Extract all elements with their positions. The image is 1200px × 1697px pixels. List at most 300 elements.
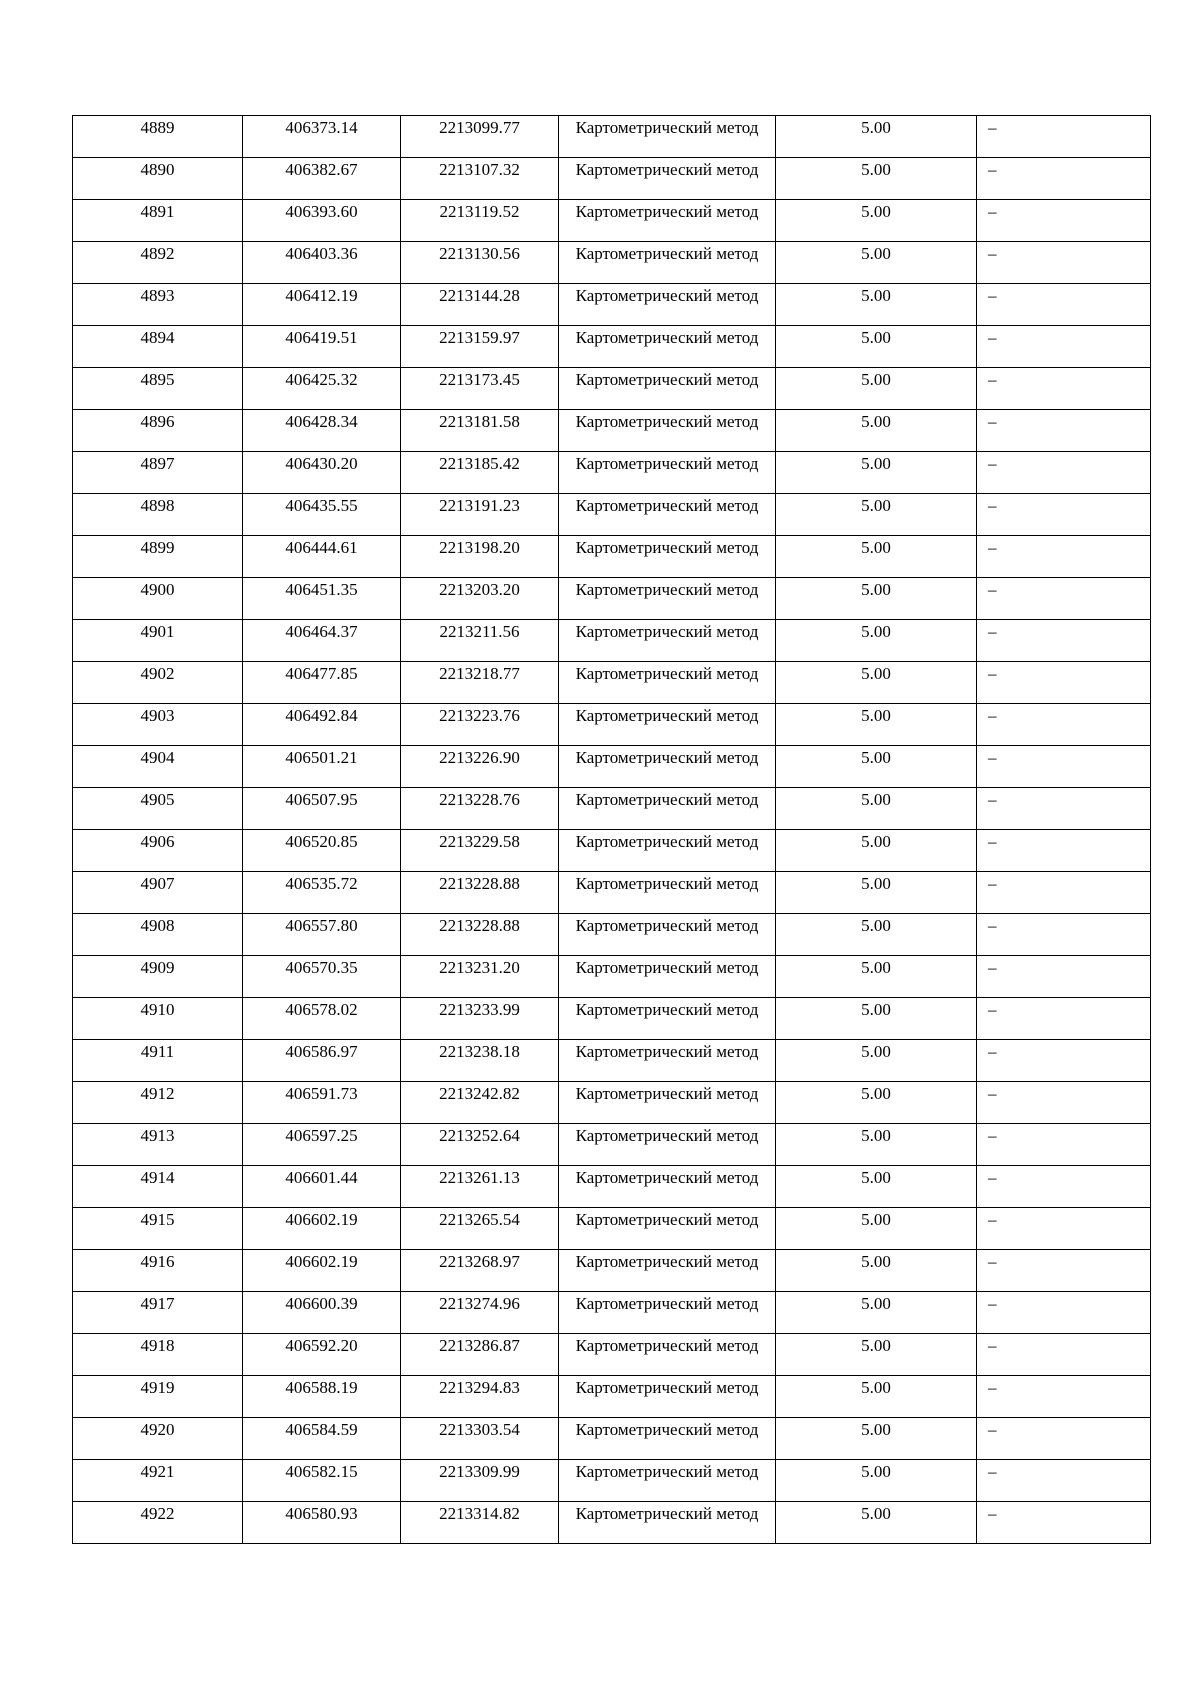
- method-cell: [559, 1502, 776, 1544]
- description-cell: [977, 746, 1151, 788]
- method-cell-text: Картометрический метод: [575, 454, 759, 473]
- y-coordinate-cell: [401, 368, 559, 410]
- y-coordinate-cell: [401, 1292, 559, 1334]
- x-coordinate-cell: [243, 872, 401, 914]
- method-cell-text: Картометрический метод: [575, 244, 759, 263]
- table-row: [73, 452, 1151, 494]
- y-coordinate-cell: [401, 536, 559, 578]
- table-row: [73, 830, 1151, 872]
- y-coordinate-cell-text: 2213211.56: [439, 622, 520, 641]
- x-coordinate-cell-text: 406435.55: [285, 496, 358, 515]
- y-coordinate-cell: [401, 788, 559, 830]
- method-cell: [559, 914, 776, 956]
- y-coordinate-cell-text: 2213294.83: [439, 1378, 520, 1397]
- accuracy-cell: [776, 1292, 977, 1334]
- y-coordinate-cell: [401, 326, 559, 368]
- coordinates-table: [72, 115, 1151, 1544]
- description-cell-text: –: [988, 706, 997, 725]
- description-cell-text: –: [988, 1000, 997, 1019]
- y-coordinate-cell: [401, 914, 559, 956]
- x-coordinate-cell-text: 406501.21: [285, 748, 358, 767]
- table-row: [73, 1124, 1151, 1166]
- description-cell-text: –: [988, 1420, 997, 1439]
- accuracy-cell: [776, 1124, 977, 1166]
- description-cell: [977, 494, 1151, 536]
- y-coordinate-cell-text: 2213159.97: [439, 328, 520, 347]
- table-row: [73, 704, 1151, 746]
- point-number-cell-text: 4891: [140, 202, 175, 221]
- y-coordinate-cell-text: 2213265.54: [439, 1210, 520, 1229]
- y-coordinate-cell: [401, 578, 559, 620]
- description-cell: [977, 242, 1151, 284]
- description-cell-text: –: [988, 790, 997, 809]
- description-cell-text: –: [988, 1294, 997, 1313]
- description-cell-text: –: [988, 454, 997, 473]
- point-number-cell: [73, 998, 243, 1040]
- description-cell: [977, 872, 1151, 914]
- description-cell: [977, 1418, 1151, 1460]
- description-cell: [977, 1334, 1151, 1376]
- accuracy-cell-text: 5.00: [861, 412, 891, 431]
- method-cell: [559, 704, 776, 746]
- x-coordinate-cell-text: 406507.95: [285, 790, 358, 809]
- point-number-cell: [73, 956, 243, 998]
- point-number-cell-text: 4916: [140, 1252, 175, 1271]
- method-cell-text: Картометрический метод: [575, 1042, 759, 1061]
- method-cell: [559, 620, 776, 662]
- method-cell-text: Картометрический метод: [575, 832, 759, 851]
- x-coordinate-cell: [243, 662, 401, 704]
- point-number-cell-text: 4893: [140, 286, 175, 305]
- accuracy-cell-text: 5.00: [861, 1504, 891, 1523]
- method-cell: [559, 410, 776, 452]
- table-row: [73, 998, 1151, 1040]
- y-coordinate-cell-text: 2213173.45: [439, 370, 520, 389]
- description-cell: [977, 914, 1151, 956]
- method-cell-text: Картометрический метод: [575, 1336, 759, 1355]
- point-number-cell: [73, 1460, 243, 1502]
- y-coordinate-cell: [401, 872, 559, 914]
- table-row: [73, 410, 1151, 452]
- accuracy-cell: [776, 410, 977, 452]
- y-coordinate-cell-text: 2213303.54: [439, 1420, 520, 1439]
- description-cell: [977, 158, 1151, 200]
- table-row: [73, 1082, 1151, 1124]
- x-coordinate-cell-text: 406425.32: [285, 370, 358, 389]
- method-cell-text: Картометрический метод: [575, 1084, 759, 1103]
- description-cell: [977, 1292, 1151, 1334]
- coordinates-table-body: [73, 116, 1151, 1544]
- table-row: [73, 1292, 1151, 1334]
- y-coordinate-cell-text: 2213185.42: [439, 454, 520, 473]
- accuracy-cell: [776, 494, 977, 536]
- point-number-cell-text: 4913: [140, 1126, 175, 1145]
- x-coordinate-cell-text: 406444.61: [285, 538, 358, 557]
- x-coordinate-cell-text: 406600.39: [285, 1294, 358, 1313]
- accuracy-cell-text: 5.00: [861, 1420, 891, 1439]
- method-cell-text: Картометрический метод: [575, 1378, 759, 1397]
- method-cell-text: Картометрический метод: [575, 202, 759, 221]
- description-cell-text: –: [988, 160, 997, 179]
- x-coordinate-cell-text: 406580.93: [285, 1504, 358, 1523]
- description-cell: [977, 1082, 1151, 1124]
- x-coordinate-cell: [243, 1082, 401, 1124]
- accuracy-cell-text: 5.00: [861, 958, 891, 977]
- description-cell: [977, 998, 1151, 1040]
- accuracy-cell: [776, 284, 977, 326]
- accuracy-cell-text: 5.00: [861, 832, 891, 851]
- accuracy-cell: [776, 662, 977, 704]
- accuracy-cell: [776, 1502, 977, 1544]
- point-number-cell-text: 4892: [140, 244, 175, 263]
- accuracy-cell-text: 5.00: [861, 790, 891, 809]
- description-cell-text: –: [988, 118, 997, 137]
- x-coordinate-cell: [243, 788, 401, 830]
- method-cell: [559, 998, 776, 1040]
- y-coordinate-cell-text: 2213261.13: [439, 1168, 520, 1187]
- x-coordinate-cell-text: 406520.85: [285, 832, 358, 851]
- point-number-cell-text: 4911: [140, 1042, 175, 1061]
- accuracy-cell-text: 5.00: [861, 202, 891, 221]
- method-cell: [559, 284, 776, 326]
- point-number-cell-text: 4918: [140, 1336, 175, 1355]
- accuracy-cell-text: 5.00: [861, 160, 891, 179]
- point-number-cell: [73, 494, 243, 536]
- y-coordinate-cell-text: 2213198.20: [439, 538, 520, 557]
- y-coordinate-cell: [401, 1376, 559, 1418]
- point-number-cell: [73, 1502, 243, 1544]
- method-cell-text: Картометрический метод: [575, 286, 759, 305]
- accuracy-cell-text: 5.00: [861, 1294, 891, 1313]
- method-cell: [559, 746, 776, 788]
- description-cell: [977, 704, 1151, 746]
- table-row: [73, 956, 1151, 998]
- method-cell-text: Картометрический метод: [575, 1126, 759, 1145]
- table-row: [73, 788, 1151, 830]
- x-coordinate-cell: [243, 746, 401, 788]
- description-cell-text: –: [988, 1336, 997, 1355]
- point-number-cell-text: 4914: [140, 1168, 175, 1187]
- accuracy-cell-text: 5.00: [861, 1168, 891, 1187]
- x-coordinate-cell-text: 406412.19: [285, 286, 358, 305]
- x-coordinate-cell-text: 406464.37: [285, 622, 358, 641]
- x-coordinate-cell-text: 406403.36: [285, 244, 358, 263]
- method-cell-text: Картометрический метод: [575, 874, 759, 893]
- y-coordinate-cell: [401, 998, 559, 1040]
- description-cell-text: –: [988, 370, 997, 389]
- x-coordinate-cell: [243, 158, 401, 200]
- point-number-cell: [73, 1082, 243, 1124]
- table-row: [73, 1502, 1151, 1544]
- y-coordinate-cell: [401, 452, 559, 494]
- accuracy-cell: [776, 704, 977, 746]
- y-coordinate-cell: [401, 1208, 559, 1250]
- accuracy-cell: [776, 788, 977, 830]
- description-cell: [977, 1124, 1151, 1166]
- method-cell: [559, 1208, 776, 1250]
- table-row: [73, 1208, 1151, 1250]
- x-coordinate-cell-text: 406570.35: [285, 958, 358, 977]
- y-coordinate-cell: [401, 1250, 559, 1292]
- method-cell-text: Картометрический метод: [575, 1210, 759, 1229]
- x-coordinate-cell-text: 406588.19: [285, 1378, 358, 1397]
- accuracy-cell-text: 5.00: [861, 1252, 891, 1271]
- table-row: [73, 326, 1151, 368]
- method-cell: [559, 242, 776, 284]
- accuracy-cell: [776, 620, 977, 662]
- x-coordinate-cell-text: 406428.34: [285, 412, 358, 431]
- table-row: [73, 242, 1151, 284]
- y-coordinate-cell-text: 2213181.58: [439, 412, 520, 431]
- point-number-cell-text: 4912: [140, 1084, 175, 1103]
- table-row: [73, 872, 1151, 914]
- method-cell: [559, 1166, 776, 1208]
- method-cell: [559, 872, 776, 914]
- x-coordinate-cell-text: 406602.19: [285, 1210, 358, 1229]
- point-number-cell: [73, 746, 243, 788]
- method-cell-text: Картометрический метод: [575, 1168, 759, 1187]
- y-coordinate-cell: [401, 662, 559, 704]
- point-number-cell-text: 4917: [140, 1294, 175, 1313]
- accuracy-cell: [776, 536, 977, 578]
- point-number-cell-text: 4899: [140, 538, 175, 557]
- x-coordinate-cell: [243, 1166, 401, 1208]
- accuracy-cell-text: 5.00: [861, 1378, 891, 1397]
- x-coordinate-cell: [243, 1292, 401, 1334]
- accuracy-cell: [776, 200, 977, 242]
- method-cell: [559, 578, 776, 620]
- point-number-cell: [73, 830, 243, 872]
- y-coordinate-cell-text: 2213223.76: [439, 706, 520, 725]
- method-cell: [559, 116, 776, 158]
- y-coordinate-cell: [401, 158, 559, 200]
- description-cell-text: –: [988, 1168, 997, 1187]
- point-number-cell: [73, 914, 243, 956]
- table-row: [73, 1250, 1151, 1292]
- point-number-cell: [73, 326, 243, 368]
- y-coordinate-cell: [401, 746, 559, 788]
- accuracy-cell-text: 5.00: [861, 118, 891, 137]
- accuracy-cell-text: 5.00: [861, 328, 891, 347]
- y-coordinate-cell: [401, 1124, 559, 1166]
- y-coordinate-cell-text: 2213203.20: [439, 580, 520, 599]
- method-cell: [559, 1040, 776, 1082]
- x-coordinate-cell: [243, 704, 401, 746]
- point-number-cell: [73, 368, 243, 410]
- table-row: [73, 368, 1151, 410]
- point-number-cell: [73, 536, 243, 578]
- table-row: [73, 536, 1151, 578]
- accuracy-cell: [776, 1250, 977, 1292]
- method-cell: [559, 494, 776, 536]
- point-number-cell-text: 4910: [140, 1000, 175, 1019]
- description-cell: [977, 620, 1151, 662]
- point-number-cell: [73, 284, 243, 326]
- y-coordinate-cell-text: 2213218.77: [439, 664, 520, 683]
- point-number-cell: [73, 662, 243, 704]
- y-coordinate-cell: [401, 620, 559, 662]
- method-cell: [559, 788, 776, 830]
- point-number-cell-text: 4902: [140, 664, 175, 683]
- y-coordinate-cell: [401, 410, 559, 452]
- method-cell: [559, 1418, 776, 1460]
- point-number-cell-text: 4922: [140, 1504, 175, 1523]
- x-coordinate-cell-text: 406477.85: [285, 664, 358, 683]
- point-number-cell-text: 4904: [140, 748, 175, 767]
- description-cell: [977, 956, 1151, 998]
- table-row: [73, 158, 1151, 200]
- method-cell: [559, 1334, 776, 1376]
- point-number-cell-text: 4895: [140, 370, 175, 389]
- x-coordinate-cell: [243, 284, 401, 326]
- description-cell: [977, 1166, 1151, 1208]
- x-coordinate-cell: [243, 578, 401, 620]
- accuracy-cell: [776, 242, 977, 284]
- method-cell-text: Картометрический метод: [575, 1504, 759, 1523]
- method-cell: [559, 830, 776, 872]
- description-cell: [977, 1250, 1151, 1292]
- accuracy-cell: [776, 326, 977, 368]
- y-coordinate-cell: [401, 1334, 559, 1376]
- x-coordinate-cell: [243, 1376, 401, 1418]
- accuracy-cell-text: 5.00: [861, 1336, 891, 1355]
- point-number-cell: [73, 1040, 243, 1082]
- table-row: [73, 1334, 1151, 1376]
- point-number-cell: [73, 158, 243, 200]
- table-row: [73, 620, 1151, 662]
- point-number-cell-text: 4897: [140, 454, 175, 473]
- x-coordinate-cell-text: 406382.67: [285, 160, 358, 179]
- y-coordinate-cell-text: 2213252.64: [439, 1126, 520, 1145]
- description-cell: [977, 536, 1151, 578]
- method-cell: [559, 1460, 776, 1502]
- description-cell: [977, 1376, 1151, 1418]
- point-number-cell-text: 4905: [140, 790, 175, 809]
- method-cell-text: Картометрический метод: [575, 664, 759, 683]
- x-coordinate-cell-text: 406451.35: [285, 580, 358, 599]
- accuracy-cell: [776, 158, 977, 200]
- point-number-cell-text: 4908: [140, 916, 175, 935]
- method-cell: [559, 956, 776, 998]
- point-number-cell-text: 4890: [140, 160, 175, 179]
- table-row: [73, 746, 1151, 788]
- method-cell: [559, 1124, 776, 1166]
- method-cell-text: Картометрический метод: [575, 160, 759, 179]
- y-coordinate-cell: [401, 284, 559, 326]
- method-cell: [559, 1250, 776, 1292]
- x-coordinate-cell: [243, 1334, 401, 1376]
- y-coordinate-cell: [401, 242, 559, 284]
- method-cell-text: Картометрический метод: [575, 538, 759, 557]
- method-cell: [559, 536, 776, 578]
- point-number-cell-text: 4901: [140, 622, 175, 641]
- x-coordinate-cell-text: 406591.73: [285, 1084, 358, 1103]
- method-cell-text: Картометрический метод: [575, 958, 759, 977]
- description-cell-text: –: [988, 1378, 997, 1397]
- x-coordinate-cell: [243, 326, 401, 368]
- accuracy-cell: [776, 368, 977, 410]
- description-cell-text: –: [988, 874, 997, 893]
- y-coordinate-cell-text: 2213309.99: [439, 1462, 520, 1481]
- table-row: [73, 1460, 1151, 1502]
- y-coordinate-cell-text: 2213229.58: [439, 832, 520, 851]
- x-coordinate-cell-text: 406557.80: [285, 916, 358, 935]
- description-cell: [977, 1460, 1151, 1502]
- y-coordinate-cell: [401, 704, 559, 746]
- description-cell: [977, 788, 1151, 830]
- description-cell: [977, 452, 1151, 494]
- description-cell-text: –: [988, 1462, 997, 1481]
- x-coordinate-cell-text: 406592.20: [285, 1336, 358, 1355]
- accuracy-cell: [776, 914, 977, 956]
- point-number-cell: [73, 242, 243, 284]
- x-coordinate-cell: [243, 830, 401, 872]
- table-row: [73, 914, 1151, 956]
- point-number-cell-text: 4909: [140, 958, 175, 977]
- accuracy-cell: [776, 116, 977, 158]
- point-number-cell-text: 4920: [140, 1420, 175, 1439]
- table-row: [73, 1376, 1151, 1418]
- y-coordinate-cell-text: 2213228.88: [439, 874, 520, 893]
- description-cell: [977, 200, 1151, 242]
- method-cell: [559, 158, 776, 200]
- x-coordinate-cell-text: 406597.25: [285, 1126, 358, 1145]
- description-cell-text: –: [988, 1252, 997, 1271]
- accuracy-cell-text: 5.00: [861, 1000, 891, 1019]
- x-coordinate-cell-text: 406373.14: [285, 118, 358, 137]
- description-cell-text: –: [988, 622, 997, 641]
- method-cell: [559, 452, 776, 494]
- accuracy-cell: [776, 452, 977, 494]
- y-coordinate-cell: [401, 1460, 559, 1502]
- point-number-cell: [73, 116, 243, 158]
- y-coordinate-cell: [401, 1166, 559, 1208]
- accuracy-cell: [776, 1208, 977, 1250]
- accuracy-cell: [776, 830, 977, 872]
- point-number-cell-text: 4889: [140, 118, 175, 137]
- x-coordinate-cell: [243, 1418, 401, 1460]
- accuracy-cell: [776, 1334, 977, 1376]
- accuracy-cell: [776, 1460, 977, 1502]
- method-cell: [559, 368, 776, 410]
- point-number-cell: [73, 1418, 243, 1460]
- accuracy-cell-text: 5.00: [861, 286, 891, 305]
- table-row: [73, 116, 1151, 158]
- description-cell-text: –: [988, 202, 997, 221]
- description-cell-text: –: [988, 748, 997, 767]
- description-cell-text: –: [988, 496, 997, 515]
- accuracy-cell-text: 5.00: [861, 1042, 891, 1061]
- description-cell-text: –: [988, 832, 997, 851]
- point-number-cell: [73, 452, 243, 494]
- description-cell-text: –: [988, 244, 997, 263]
- point-number-cell-text: 4921: [140, 1462, 175, 1481]
- point-number-cell-text: 4919: [140, 1378, 175, 1397]
- accuracy-cell-text: 5.00: [861, 916, 891, 935]
- x-coordinate-cell: [243, 1250, 401, 1292]
- x-coordinate-cell-text: 406535.72: [285, 874, 358, 893]
- y-coordinate-cell: [401, 830, 559, 872]
- method-cell: [559, 1082, 776, 1124]
- point-number-cell-text: 4906: [140, 832, 175, 851]
- method-cell: [559, 1376, 776, 1418]
- method-cell-text: Картометрический метод: [575, 1420, 759, 1439]
- description-cell: [977, 284, 1151, 326]
- table-row: [73, 1418, 1151, 1460]
- accuracy-cell-text: 5.00: [861, 1462, 891, 1481]
- y-coordinate-cell-text: 2213144.28: [439, 286, 520, 305]
- y-coordinate-cell: [401, 200, 559, 242]
